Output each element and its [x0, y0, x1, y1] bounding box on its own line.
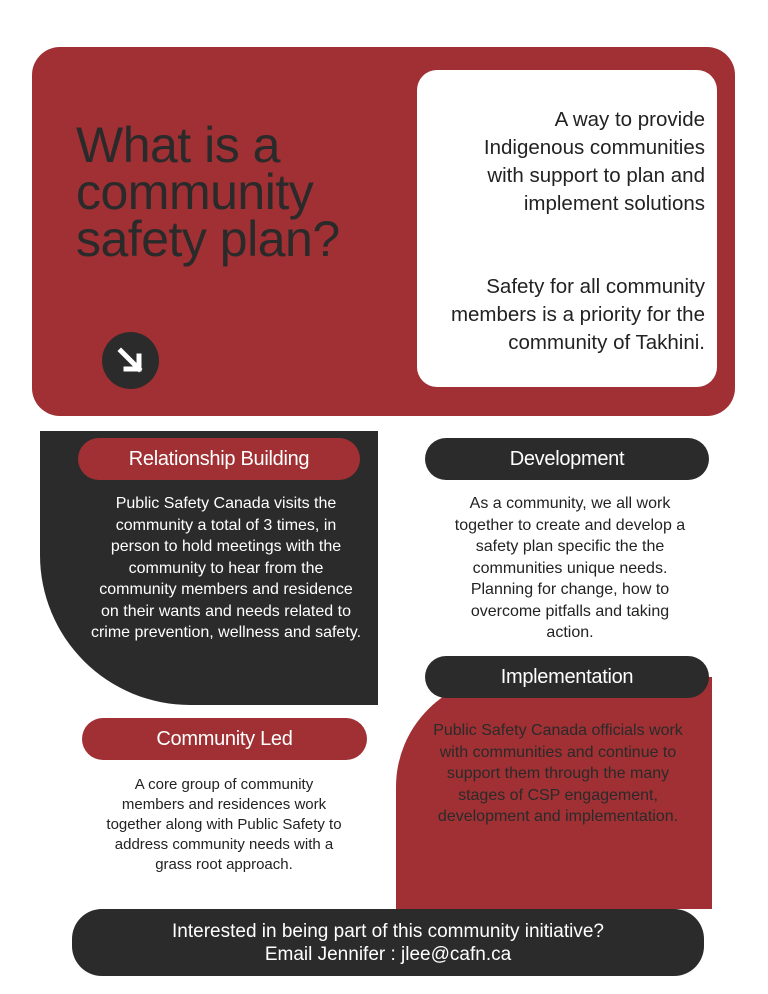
contact-banner [72, 909, 704, 976]
implementation-text: Public Safety Canada officials work with communities and continue to support them through the many stages of CSP engagement, development and implementation. [433, 722, 683, 825]
community-led-heading: Community Led [82, 718, 367, 760]
community-led-text: A core group of community members and residences work together along with Public Safety to address community needs with a grass root approach. [106, 776, 342, 873]
hero-paragraph-priority: Safety for all community members is a priority for the community of Takhini. [450, 275, 705, 354]
contact-email[interactable]: Email Jennifer : jlee@cafn.ca [264, 943, 512, 965]
contact-invitation: Interested in being part of this community initiative? [172, 920, 604, 942]
development-heading: Development [425, 438, 709, 480]
relationship-building-heading: Relationship Building [78, 438, 360, 480]
relationship-building-text: Public Safety Canada visits the community a total of 3 times, in person to hold meetings with the community to hear from the community members and residence on their wants and needs related to crime prevention, wellness and safety. [90, 495, 362, 641]
hero-paragraph-purpose: A way to provide Indigenous communities with support to plan and implement solutions [483, 108, 705, 215]
development-text: As a community, we all work together to create and develop a safety plan specific the the communities unique needs. Planning for change, how to overcome pitfalls and taking action. [454, 495, 686, 641]
page-title: What is a community safety plan? [76, 117, 340, 267]
implementation-heading: Implementation [425, 656, 709, 698]
arrow-down-right-icon [102, 332, 159, 389]
